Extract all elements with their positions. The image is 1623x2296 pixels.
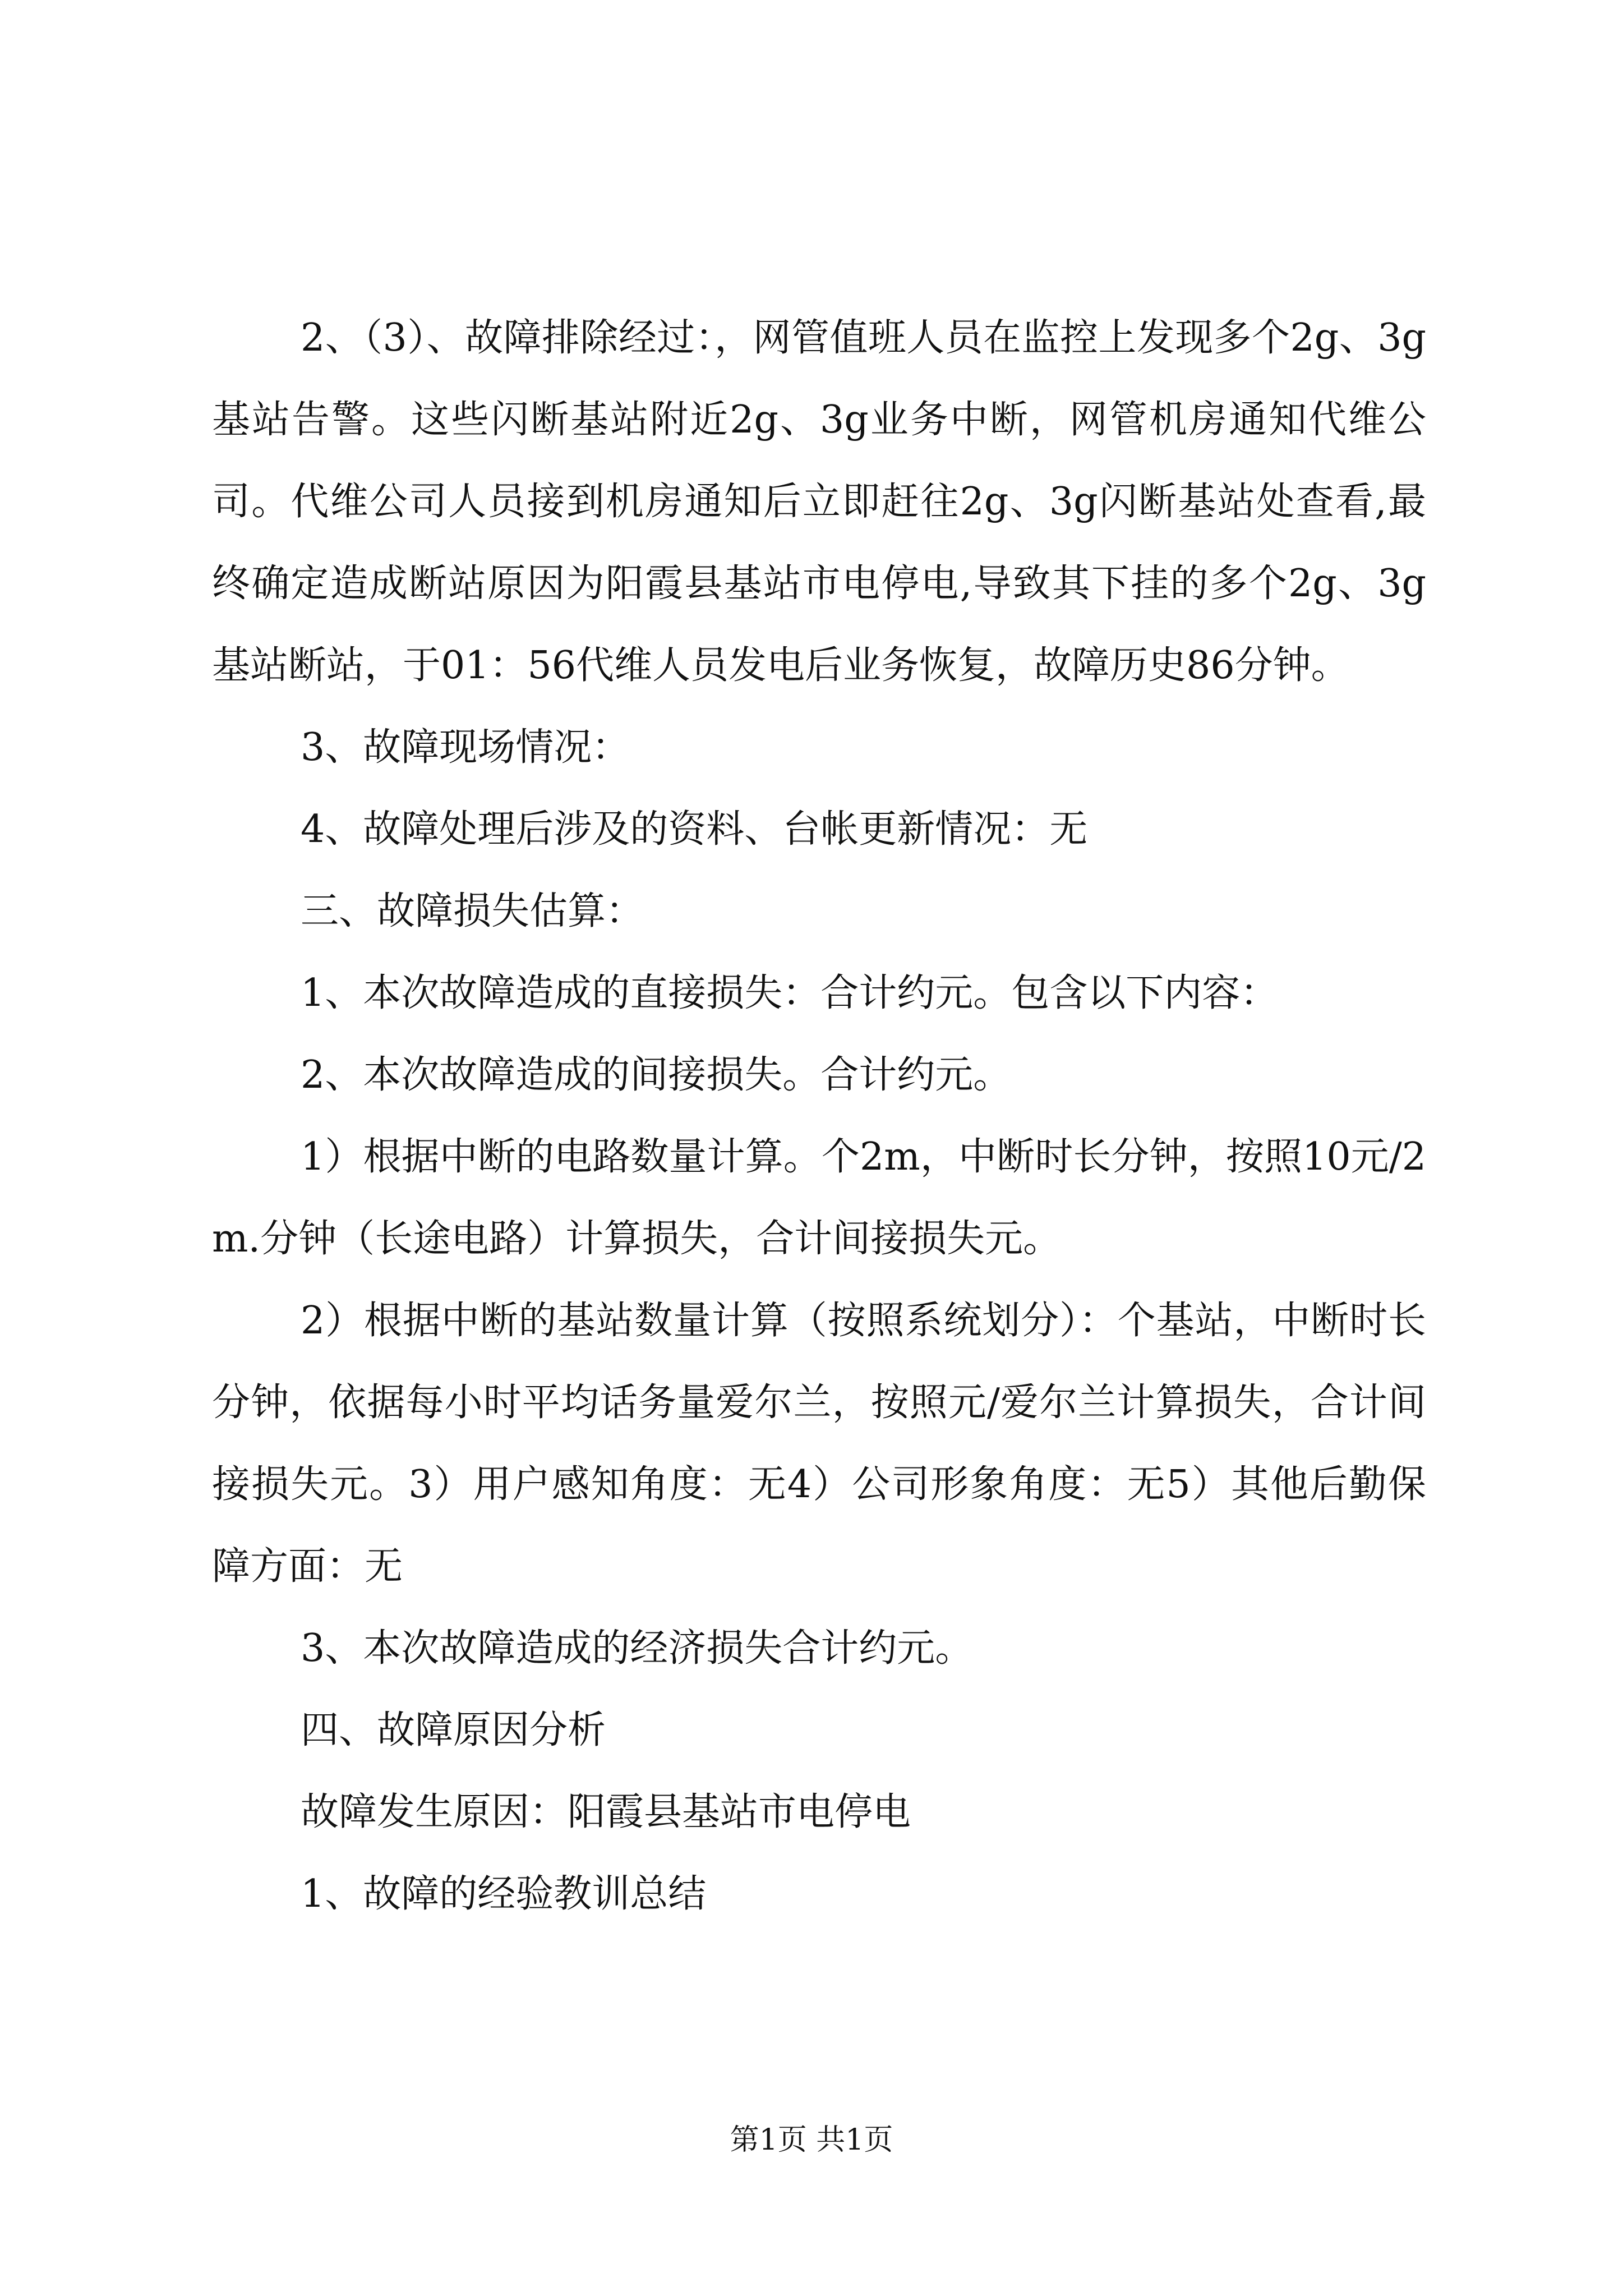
paragraph-base-station-loss: 2）根据中断的基站数量计算（按照系统划分）：个基站，中断时长分钟，依据每小时平均话务量爱尔兰，按照元/爱尔兰计算损失，合计间接损失元。3）用户感知角度：无4）公司形象角度：无5）其他后勤保障方面：无 xyxy=(212,1299,1426,1589)
paragraph-site-situation: 3、故障现场情况： xyxy=(301,725,630,770)
paragraph-indirect-loss: 2、本次故障造成的间接损失。合计约元。 xyxy=(301,1053,1012,1097)
paragraph-fault-cause: 故障发生原因：阳霞县基站市电停电 xyxy=(301,1790,911,1834)
paragraph-direct-loss: 1、本次故障造成的直接损失：合计约元。包含以下内容： xyxy=(301,971,1279,1015)
heading-loss-estimate: 三、故障损失估算： xyxy=(301,889,644,933)
paragraph-lessons-learned: 1、故障的经验教训总结 xyxy=(301,1872,707,1916)
paragraph-fault-resolution: 2、（3）、故障排除经过：，网管值班人员在监控上发现多个2g、3g基站告警。这些闪断基站附近2g、3g业务中断，网管机房通知代维公司。代维公司人员接到机房通知后立即赶往2g、3g闪断基站处查看,最终确定造成断站原因为阳霞县基站市电停电,导致其下挂的多个2g、3g基站断站，于01：56代维人员发电后业务恢复，故障历史86分钟。 xyxy=(212,316,1426,688)
paragraph-circuit-loss: 1）根据中断的电路数量计算。个2m，中断时长分钟，按照10元/2m.分钟（长途电路）计算损失，合计间接损失元。 xyxy=(212,1135,1426,1261)
heading-cause-analysis: 四、故障原因分析 xyxy=(301,1708,606,1752)
page-footer: 第1页 共1页 xyxy=(730,2123,893,2157)
document-body xyxy=(212,297,1426,1935)
paragraph-economic-loss: 3、本次故障造成的经济损失合计约元。 xyxy=(301,1626,974,1671)
paragraph-records-update: 4、故障处理后涉及的资料、台帐更新情况：无 xyxy=(301,807,1088,852)
